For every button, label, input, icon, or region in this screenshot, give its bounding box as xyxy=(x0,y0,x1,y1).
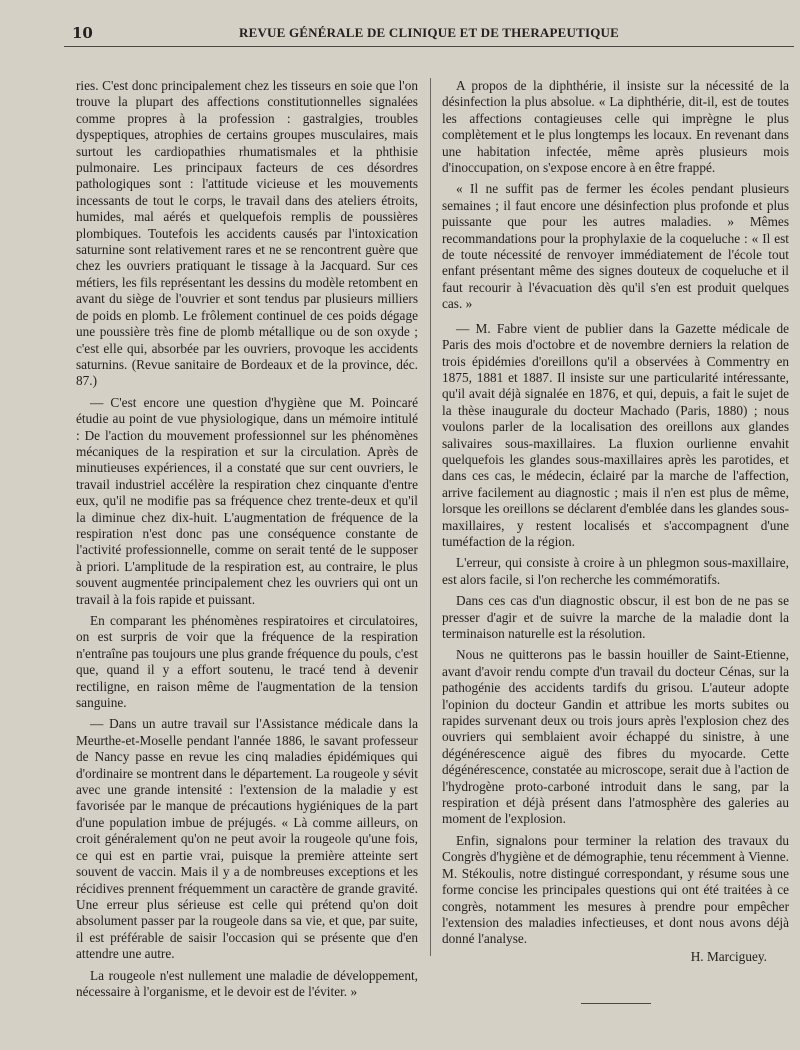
paragraph: Enfin, signalons pour terminer la relation des travaux du Congrès d'hygiène et de démographie, tenu récemment à Vienne. M. Stékoulis, notre distingué correspondant, y résume sous une forme concise les principales questions qui ont été traitées à ce congrès, notamment les mesures à prendre pour empêcher l'extension des maladies infectieuses, et dont nous avons déjà donné l'analyse. xyxy=(442,832,789,947)
author-signature: H. Marciguey. xyxy=(690,948,767,964)
paragraph: « Il ne suffit pas de fermer les écoles pendant plusieurs semaines ; il faut encore une désinfection plus profonde et plus puissante que pour les autres maladies. » Mêmes recommandations pour la prophylaxie de la coqueluche : « Il est de toute nécessité de renvoyer immédiatement de l'école tout enfant présentant même des signes douteux de coqueluche et il faut recourir à l'évacuation dès qu'il s'en est produit quelques cas. » xyxy=(442,181,789,312)
paragraph: A propos de la diphthérie, il insiste sur la nécessité de la désinfection la plus absolue. « La diphthérie, dit-il, est de toutes les affections contagieuses celle qui imprègne le plus complètement et le plus longtemps les locaux. En revenant dans une habitation infectée, même après plusieurs mois d'inoccupation, on s'expose encore à en être frappé. xyxy=(442,78,789,176)
paragraph: ries. C'est donc principalement chez les tisseurs en soie que l'on trouve la plupart des affections constitutionnelles signalées comme propres à la profession : gastralgies, troubles dyspeptiques, atrophies de certains groupes musculaires, mais surtout les cardiopathies rhumatismales et la phthisie pulmonaire. Les principaux facteurs de ces désordres pathologiques sont : l'attitude vicieuse et les mouvements incessants de tout le corps, le travail dans des ateliers étroits, humides, mal aérés et quelquefois remplis de poussières plombiques. Toutefois les accidents causés par l'intoxication saturnine sont relativement rares et ne se rencontrent guère que chez les ouvriers pratiquant le tissage à la Jacquard. Sur ces métiers, les fils représentant les dessins du modèle retombent en avant du siège de l'ouvrier et sont tendus par plusieurs milliers de poids en plomb. Le frôlement continuel de ces poids dégage une poussière très fine de plomb métallique ou de son oxyde ; c'est elle qui, absorbée par les ouvriers, provoque les accidents saturnins. (Revue sanitaire de Bordeaux et de la province, déc. 87.) xyxy=(76,78,418,389)
right-column-body xyxy=(442,78,789,948)
paragraph: En comparant les phénomènes respiratoires et circulatoires, on est surpris de voir que la fréquence de la respiration n'entraîne pas toujours une plus grande fréquence du pouls, c'est que, quand il y a effort soutenu, le tracé tend à devenir rectiligne, en raison même de l'augmentation de la tension sanguine. xyxy=(76,613,418,711)
paragraph: — M. Fabre vient de publier dans la Gazette médicale de Paris des mois d'octobre et de novembre derniers la relation de trois épidémies d'oreillons qu'il a observées à Commentry en 1875, 1881 et 1887. Il insiste sur une particularité intéressante, qu'il avait déjà signalée en 1876, et qui, depuis, a fait le sujet de la thèse inaugurale du docteur Machado (Paris, 1880) ; nous voulons parler de la localisation des oreillons aux glandes salivaires sous-maxillaires. La fluxion ourlienne envahit quelquefois les glandes sous-maxillaires après les parotides, et dans ces cas, le médecin, éclairé par la marche de l'affection, arrive facilement au diagnostic ; mais il n'en est plus de même, lorsque les oreillons se déclarent d'emblée dans les glandes sous-maxillaires, y restent localisés et s'accompagnent d'une tuméfaction de la région. xyxy=(442,320,789,549)
running-title: REVUE GÉNÉRALE DE CLINIQUE ET DE THERAPEUTIQUE xyxy=(238,25,620,40)
paragraph: La rougeole n'est nullement une maladie de développement, nécessaire à l'organisme, et le devoir est de l'éviter. » xyxy=(76,967,418,999)
column-divider xyxy=(430,78,431,956)
paragraph: Dans ces cas d'un diagnostic obscur, il est bon de ne pas se presser d'agir et de suivre la marche de la maladie dont la terminaison naturelle est la résolution. xyxy=(442,593,789,641)
page-header xyxy=(64,22,794,47)
paragraph: L'erreur, qui consiste à croire à un phlegmon sous-maxillaire, est alors facile, si l'on recherche les commémoratifs. xyxy=(442,555,789,587)
paragraph: — C'est encore une question d'hygiène que M. Poincaré étudie au point de vue physiologique, dans un mémoire intitulé : De l'action du mouvement professionnel sur les phénomènes mécaniques de la respiration et sur la circulation. Après de minutieuses expériences, il a constaté que sur cent ouvriers, le travail industriel accélère la respiration chez cinquante d'entre eux, qu'il ne modifie pas sa fréquence chez trente-deux et qu'il la diminue chez dix-huit. L'augmentation de fréquence de la respiration n'est donc pas une conséquence constante de l'activité professionnelle, comme on serait tenté de le supposer à priori. L'amplitude de la respiration est, au contraire, le plus souvent augmentée principalement chez les ouvriers qui ont un travail à la fois rapide et puissant. xyxy=(76,394,418,607)
paragraph: — Dans un autre travail sur l'Assistance médicale dans la Meurthe-et-Moselle pendant l'année 1886, le savant professeur de Nancy passe en revue les cinq maladies épidémiques qui d'ordinaire se montrent dans le département. La rougeole y sévit avec une grande intensité : l'extension de la maladie y est favorisée par le manque de précautions hygiéniques de la part d'une population imbue de préjugés. « Là comme ailleurs, on croit généralement qu'on ne peut avoir la rougeole qu'une fois, ce qui est en partie vrai, puisque la première atteinte sert souvent de vaccin. Mais il y a de nombreuses exceptions et les récidives prennent fréquemment un caractère de grande gravité. Une erreur plus sérieuse est celle qui prétend qu'on doit absolument passer par la rougeole dans sa vie, et que, par suite, il est préférable de saisir l'occasion qui se présente que d'en attendre une autre. xyxy=(76,716,418,962)
left-column xyxy=(76,78,418,1000)
right-column xyxy=(442,78,789,1004)
page-number: 10 xyxy=(72,24,93,42)
end-rule xyxy=(581,1003,651,1004)
paragraph: Nous ne quitterons pas le bassin houiller de Saint-Etienne, avant d'avoir rendu compte d'un travail du docteur Cénas, sur la pathogénie des accidents tardifs du grisou. L'auteur adopte l'opinion du docteur Gandin et attribue les morts subites ou rapides survenant deux ou trois jours après l'explosion chez des ouvriers qui semblaient avoir échappé du sinistre, à une dégénérescence aiguë des fibres du myocarde. Cette dégénérescence, constatée au microscope, serait due à l'action de l'hydrogène proto-carboné introduit dans le sang, par la respiration et déjà présent dans l'atmosphère des galeries au moment de l'explosion. xyxy=(442,647,789,827)
